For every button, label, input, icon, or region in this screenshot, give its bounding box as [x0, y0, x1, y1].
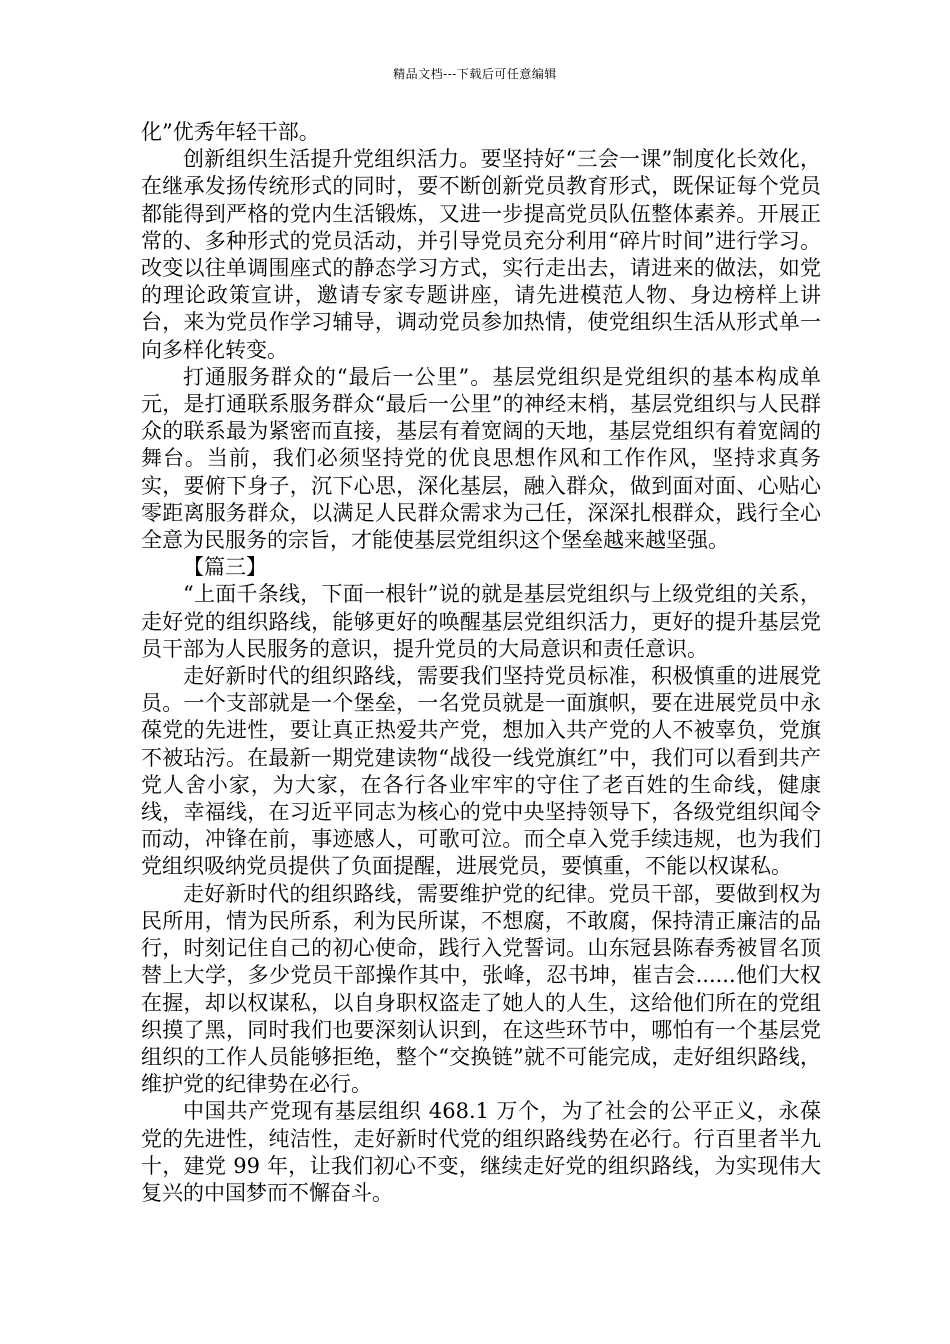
paragraph-intro: “上面千条线，下面一根针”说的就是基层党组织与上级党组的关系，走好党的组织路线，能够更好的唤醒基层党组织活力，更好的提升基层党员干部为人民服务的意识，提升党员的大局意识和责任意识。 [141, 582, 821, 661]
paragraph-continuation: 化”优秀年轻干部。 [141, 120, 320, 144]
paragraph-conclusion: 中国共产党现有基层组织 468.1 万个，为了社会的公平正义，永葆党的先进性，纯洁性，走好新时代党的组织路线势在必行。行百里者半九十，建党 99 年，让我们初心不变，继续走好党的组织路线，为实现伟大复兴的中国梦而不懈奋斗。 [141, 1099, 821, 1205]
section-title: 【篇三】 [183, 555, 267, 580]
paragraph-organization-life: 创新组织生活提升党组织活力。要坚持好“三会一课”制度化长效化，在继承发扬传统形式的同时，要不断创新党员教育形式，既保证每个党员都能得到严格的党内生活锻炼，又进一步提高党员队伍整体素养。开展正常的、多种形式的党员活动，并引导党员充分利用“碎片时间”进行学习。改变以往单调围座式的静态学习方式，实行走出去，请进来的做法，如党的理论政策宣讲，邀请专家专题讲座，请先进模范人物、身边榜样上讲台，来为党员作学习辅导，调动党员参加热情，使党组织生活从形式单一向多样化转变。 [141, 147, 821, 362]
paragraph-serve-masses: 打通服务群众的“最后一公里”。基层党组织是党组织的基本构成单元，是打通联系服务群众“最后一公里”的神经末梢，基层党组织与人民群众的联系最为紧密而直接，基层有着宽阔的天地，基层党组织有着宽阔的舞台。当前，我们必须坚持党的优良思想作风和工作作风，坚持求真务实，要俯下身子，沉下心思，深化基层，融入群众，做到面对面、心贴心零距离服务群众，以满足人民群众需求为己任，深深扎根群众，践行全心全意为民服务的宗旨，才能使基层党组织这个堡垒越来越坚强。 [141, 364, 821, 553]
paragraph-party-discipline: 走好新时代的组织路线，需要维护党的纪律。党员干部，要做到权为民所用，情为民所系，利为民所谋，不想腐，不敢腐，保持清正廉洁的品行，时刻记住自己的初心使命，践行入党誓词。山东冠县陈春秀被冒名顶替上大学，多少党员干部操作其中，张峰，忍书坤，崔吉会......他们大权在握，却以权谋私，以自身职权盗走了她人的人生，这给他们所在的党组织摸了黑，同时我们也要深刻认识到，在这些环节中，哪怕有一个基层党组织的工作人员能够拒绝，整个“交换链”就不可能完成，走好组织路线，维护党的纪律势在必行。 [141, 881, 821, 1097]
paragraph-member-standards: 走好新时代的组织路线，需要我们坚持党员标准，积极慎重的进展党员。一个支部就是一个堡垒，一名党员就是一面旗帜，要在进展党员中永葆党的先进性，要让真正热爱共产党，想加入共产党的人不被辜负，党旗不被玷污。在最新一期党建读物“战役一线党旗红”中，我们可以看到共产党人舍小家，为大家，在各行各业牢牢的守住了老百姓的生命线，健康线，幸福线，在习近平同志为核心的党中央坚持领导下，各级党组织闻令而动，冲锋在前，事迹感人，可歌可泣。而仝卓入党手续违规，也为我们党组织吸纳党员提供了负面提醒，进展党员，要慎重，不能以权谋私。 [141, 664, 821, 879]
page-header: 精品文档---下载后可任意编辑 [393, 67, 557, 81]
document-body [141, 119, 821, 1207]
